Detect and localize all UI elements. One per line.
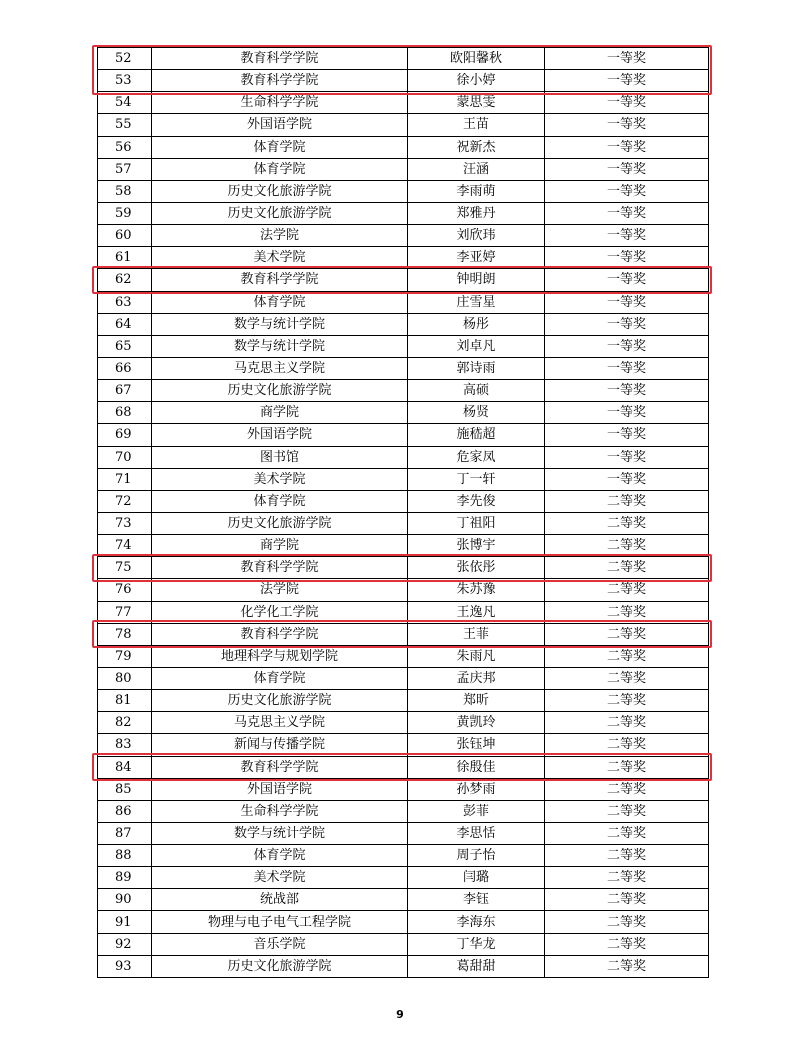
college-cell: 体育学院 [152, 490, 408, 512]
college-cell: 化学化工学院 [152, 601, 408, 623]
table-row [98, 70, 709, 92]
award-cell: 二等奖 [545, 645, 709, 667]
award-cell: 一等奖 [545, 380, 709, 402]
table-row [98, 313, 709, 335]
row-number: 59 [98, 202, 152, 224]
college-cell: 历史文化旅游学院 [152, 202, 408, 224]
name-cell: 丁一轩 [408, 468, 545, 490]
row-number: 56 [98, 136, 152, 158]
name-cell: 张依彤 [408, 557, 545, 579]
row-number: 53 [98, 70, 152, 92]
name-cell: 周子怡 [408, 845, 545, 867]
college-cell: 商学院 [152, 402, 408, 424]
name-cell: 李雨萌 [408, 180, 545, 202]
row-number: 69 [98, 424, 152, 446]
award-cell: 二等奖 [545, 911, 709, 933]
row-number: 67 [98, 380, 152, 402]
row-number: 85 [98, 778, 152, 800]
table-row [98, 269, 709, 291]
row-number: 93 [98, 955, 152, 977]
row-number: 65 [98, 335, 152, 357]
name-cell: 朱雨凡 [408, 645, 545, 667]
college-cell: 外国语学院 [152, 778, 408, 800]
award-cell: 二等奖 [545, 955, 709, 977]
row-number: 82 [98, 712, 152, 734]
name-cell: 徐殷佳 [408, 756, 545, 778]
award-cell: 一等奖 [545, 136, 709, 158]
row-number: 84 [98, 756, 152, 778]
table-row [98, 158, 709, 180]
row-number: 66 [98, 357, 152, 379]
college-cell: 教育科学学院 [152, 756, 408, 778]
table-row [98, 202, 709, 224]
name-cell: 郑雅丹 [408, 202, 545, 224]
name-cell: 祝新杰 [408, 136, 545, 158]
table-row [98, 225, 709, 247]
row-number: 72 [98, 490, 152, 512]
table-row [98, 335, 709, 357]
award-cell: 一等奖 [545, 247, 709, 269]
award-cell: 二等奖 [545, 867, 709, 889]
award-cell: 一等奖 [545, 114, 709, 136]
college-cell: 数学与统计学院 [152, 335, 408, 357]
college-cell: 历史文化旅游学院 [152, 955, 408, 977]
award-cell: 一等奖 [545, 291, 709, 313]
award-cell: 二等奖 [545, 490, 709, 512]
name-cell: 王逸凡 [408, 601, 545, 623]
table-row [98, 48, 709, 70]
award-cell: 二等奖 [545, 933, 709, 955]
college-cell: 生命科学学院 [152, 92, 408, 114]
name-cell: 施嵇超 [408, 424, 545, 446]
row-number: 74 [98, 535, 152, 557]
table-row [98, 92, 709, 114]
row-number: 57 [98, 158, 152, 180]
row-number: 68 [98, 402, 152, 424]
award-cell: 一等奖 [545, 269, 709, 291]
name-cell: 李海东 [408, 911, 545, 933]
table-row [98, 734, 709, 756]
table-row [98, 247, 709, 269]
award-cell: 二等奖 [545, 822, 709, 844]
college-cell: 历史文化旅游学院 [152, 512, 408, 534]
college-cell: 图书馆 [152, 446, 408, 468]
name-cell: 黄凯玲 [408, 712, 545, 734]
table-row [98, 579, 709, 601]
table-row [98, 889, 709, 911]
table-row [98, 845, 709, 867]
award-cell: 二等奖 [545, 845, 709, 867]
table-row [98, 667, 709, 689]
college-cell: 美术学院 [152, 247, 408, 269]
row-number: 52 [98, 48, 152, 70]
college-cell: 教育科学学院 [152, 557, 408, 579]
name-cell: 丁祖阳 [408, 512, 545, 534]
college-cell: 数学与统计学院 [152, 313, 408, 335]
table-row [98, 645, 709, 667]
college-cell: 外国语学院 [152, 424, 408, 446]
name-cell: 张博宇 [408, 535, 545, 557]
college-cell: 历史文化旅游学院 [152, 690, 408, 712]
row-number: 55 [98, 114, 152, 136]
table-row [98, 911, 709, 933]
table-row [98, 180, 709, 202]
table-row [98, 756, 709, 778]
name-cell: 庄雪星 [408, 291, 545, 313]
table-row [98, 357, 709, 379]
college-cell: 教育科学学院 [152, 48, 408, 70]
table-row [98, 380, 709, 402]
name-cell: 刘卓凡 [408, 335, 545, 357]
award-cell: 一等奖 [545, 92, 709, 114]
name-cell: 张钰坤 [408, 734, 545, 756]
name-cell: 李亚婷 [408, 247, 545, 269]
award-cell: 二等奖 [545, 535, 709, 557]
row-number: 60 [98, 225, 152, 247]
row-number: 71 [98, 468, 152, 490]
table-row [98, 557, 709, 579]
row-number: 76 [98, 579, 152, 601]
row-number: 78 [98, 623, 152, 645]
college-cell: 马克思主义学院 [152, 712, 408, 734]
college-cell: 生命科学学院 [152, 800, 408, 822]
page-number: 9 [396, 1008, 404, 1021]
table-row [98, 291, 709, 313]
award-cell: 二等奖 [545, 756, 709, 778]
award-cell: 一等奖 [545, 180, 709, 202]
name-cell: 王菲 [408, 623, 545, 645]
award-cell: 一等奖 [545, 446, 709, 468]
college-cell: 数学与统计学院 [152, 822, 408, 844]
award-cell: 二等奖 [545, 667, 709, 689]
award-table [97, 47, 709, 978]
college-cell: 地理科学与规划学院 [152, 645, 408, 667]
row-number: 77 [98, 601, 152, 623]
award-cell: 一等奖 [545, 158, 709, 180]
award-cell: 一等奖 [545, 70, 709, 92]
award-cell: 二等奖 [545, 778, 709, 800]
name-cell: 丁华龙 [408, 933, 545, 955]
name-cell: 徐小婷 [408, 70, 545, 92]
table-row [98, 955, 709, 977]
name-cell: 杨贤 [408, 402, 545, 424]
college-cell: 教育科学学院 [152, 623, 408, 645]
row-number: 80 [98, 667, 152, 689]
name-cell: 杨彤 [408, 313, 545, 335]
row-number: 70 [98, 446, 152, 468]
award-cell: 二等奖 [545, 889, 709, 911]
name-cell: 汪涵 [408, 158, 545, 180]
college-cell: 体育学院 [152, 291, 408, 313]
award-cell: 二等奖 [545, 512, 709, 534]
college-cell: 历史文化旅游学院 [152, 180, 408, 202]
college-cell: 音乐学院 [152, 933, 408, 955]
row-number: 54 [98, 92, 152, 114]
row-number: 87 [98, 822, 152, 844]
college-cell: 商学院 [152, 535, 408, 557]
award-cell: 二等奖 [545, 579, 709, 601]
row-number: 58 [98, 180, 152, 202]
name-cell: 钟明朗 [408, 269, 545, 291]
name-cell: 刘欣玮 [408, 225, 545, 247]
name-cell: 彭菲 [408, 800, 545, 822]
table-row [98, 535, 709, 557]
award-cell: 一等奖 [545, 202, 709, 224]
row-number: 64 [98, 313, 152, 335]
college-cell: 体育学院 [152, 667, 408, 689]
name-cell: 高硕 [408, 380, 545, 402]
name-cell: 孟庆邦 [408, 667, 545, 689]
college-cell: 体育学院 [152, 136, 408, 158]
college-cell: 体育学院 [152, 158, 408, 180]
award-cell: 二等奖 [545, 800, 709, 822]
college-cell: 美术学院 [152, 468, 408, 490]
name-cell: 危家凤 [408, 446, 545, 468]
table-row [98, 778, 709, 800]
table-row [98, 933, 709, 955]
table-row [98, 468, 709, 490]
college-cell: 法学院 [152, 579, 408, 601]
college-cell: 教育科学学院 [152, 269, 408, 291]
table-row [98, 623, 709, 645]
table-row [98, 136, 709, 158]
table-row [98, 712, 709, 734]
name-cell: 郭诗雨 [408, 357, 545, 379]
row-number: 88 [98, 845, 152, 867]
table-row [98, 822, 709, 844]
name-cell: 朱苏豫 [408, 579, 545, 601]
name-cell: 欧阳馨秋 [408, 48, 545, 70]
row-number: 73 [98, 512, 152, 534]
award-cell: 二等奖 [545, 601, 709, 623]
table-row [98, 867, 709, 889]
table-row [98, 424, 709, 446]
row-number: 81 [98, 690, 152, 712]
name-cell: 王苗 [408, 114, 545, 136]
table-row [98, 601, 709, 623]
college-cell: 物理与电子电气工程学院 [152, 911, 408, 933]
award-cell: 一等奖 [545, 357, 709, 379]
row-number: 90 [98, 889, 152, 911]
award-cell: 一等奖 [545, 402, 709, 424]
row-number: 86 [98, 800, 152, 822]
award-cell: 二等奖 [545, 712, 709, 734]
row-number: 63 [98, 291, 152, 313]
college-cell: 教育科学学院 [152, 70, 408, 92]
award-cell: 一等奖 [545, 335, 709, 357]
table-row [98, 690, 709, 712]
college-cell: 法学院 [152, 225, 408, 247]
college-cell: 统战部 [152, 889, 408, 911]
college-cell: 马克思主义学院 [152, 357, 408, 379]
award-cell: 一等奖 [545, 225, 709, 247]
table-row [98, 402, 709, 424]
award-cell: 一等奖 [545, 424, 709, 446]
award-cell: 一等奖 [545, 48, 709, 70]
row-number: 62 [98, 269, 152, 291]
college-cell: 历史文化旅游学院 [152, 380, 408, 402]
award-cell: 二等奖 [545, 734, 709, 756]
row-number: 92 [98, 933, 152, 955]
table-row [98, 114, 709, 136]
award-cell: 一等奖 [545, 313, 709, 335]
row-number: 83 [98, 734, 152, 756]
name-cell: 李先俊 [408, 490, 545, 512]
award-cell: 二等奖 [545, 623, 709, 645]
table-row [98, 800, 709, 822]
name-cell: 孙梦雨 [408, 778, 545, 800]
row-number: 89 [98, 867, 152, 889]
award-table-body [98, 48, 709, 978]
row-number: 61 [98, 247, 152, 269]
college-cell: 体育学院 [152, 845, 408, 867]
row-number: 79 [98, 645, 152, 667]
college-cell: 外国语学院 [152, 114, 408, 136]
name-cell: 葛甜甜 [408, 955, 545, 977]
award-cell: 一等奖 [545, 468, 709, 490]
award-cell: 二等奖 [545, 557, 709, 579]
table-row [98, 446, 709, 468]
table-row [98, 490, 709, 512]
name-cell: 郑昕 [408, 690, 545, 712]
table-row [98, 512, 709, 534]
row-number: 91 [98, 911, 152, 933]
college-cell: 美术学院 [152, 867, 408, 889]
name-cell: 蒙思雯 [408, 92, 545, 114]
college-cell: 新闻与传播学院 [152, 734, 408, 756]
name-cell: 李思恬 [408, 822, 545, 844]
name-cell: 李钰 [408, 889, 545, 911]
row-number: 75 [98, 557, 152, 579]
name-cell: 闫璐 [408, 867, 545, 889]
award-cell: 二等奖 [545, 690, 709, 712]
